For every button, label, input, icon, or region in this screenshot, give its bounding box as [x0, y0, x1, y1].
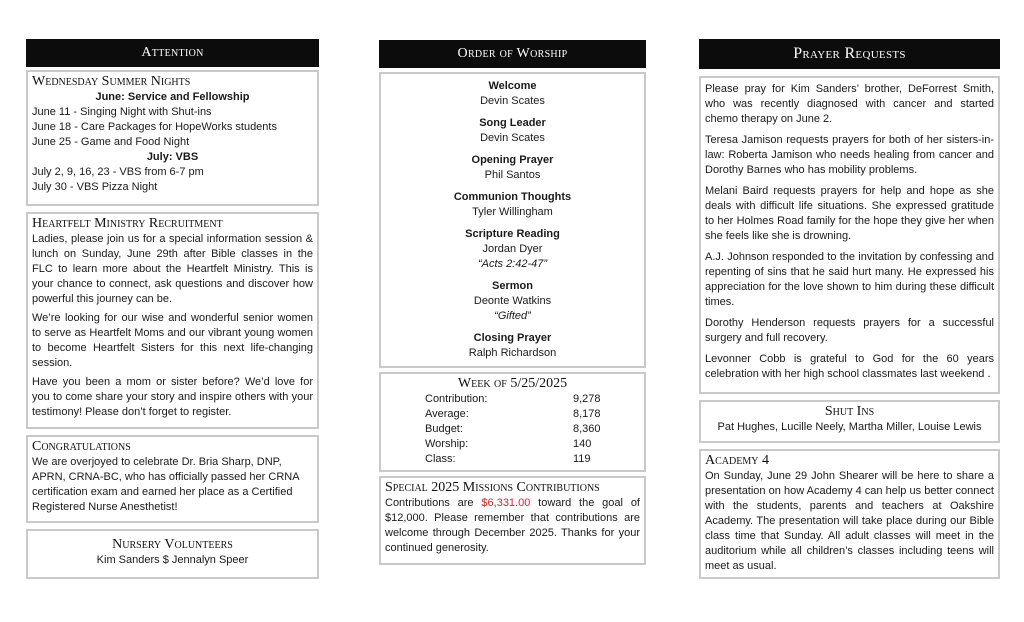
worship-item-person: Phil Santos	[484, 169, 541, 181]
heartfelt-section	[26, 212, 319, 429]
worship-item-label: Communion Thoughts	[453, 191, 572, 203]
shut-ins-names: Pat Hughes, Lucille Neely, Martha Miller, Louise Lewis	[717, 421, 982, 433]
week-stat-label: Budget:	[425, 423, 463, 435]
nursery-section	[26, 529, 319, 579]
worship-column	[379, 39, 646, 565]
congratulations-section	[26, 435, 319, 523]
prayer-header: Prayer Requests	[699, 39, 1000, 69]
worship-item-label: Scripture Reading	[465, 228, 560, 240]
prayer-column	[699, 39, 1000, 579]
worship-item-person: Deonte Watkins	[473, 295, 552, 307]
missions-text: Contributions are $6,331.00 toward the goal of $12,000. Please remember that contributions are welcome through December 2025. Thanks for your continued generosity.	[385, 497, 640, 554]
prayer-request: Dorothy Henderson requests prayers for a successful surgery and full recovery.	[705, 317, 994, 344]
week-stat-row	[385, 452, 640, 467]
week-stat-value: 8,360	[573, 423, 601, 435]
worship-item	[385, 190, 640, 220]
worship-item-person: Tyler Willingham	[472, 206, 553, 218]
heartfelt-paragraph: We’re looking for our wise and wonderful senior women to serve as Heartfelt Moms and our vibrant young women to become Heartfelt Sisters for this next life-changing session.	[32, 312, 313, 369]
prayer-request: Teresa Jamison requests prayers for both of her sisters-in-law: Roberta Jamison who needs healing from cancer and Dorothy Barnes who has mobility problems.	[705, 134, 994, 176]
july-heading: July: VBS	[146, 151, 199, 163]
summer-nights-title: Wednesday Summer Nights	[32, 74, 191, 89]
june-item: June 11 - Singing Night with Shut-ins	[32, 106, 212, 118]
week-stat-label: Contribution:	[425, 393, 488, 405]
attention-column	[26, 39, 319, 579]
heartfelt-title: Heartfelt Ministry Recruitment	[32, 216, 223, 231]
worship-item-person: Devin Scates	[480, 95, 545, 107]
heartfelt-paragraph: Have you been a mom or sister before? We’d love for you to come share your story and inspire others with your testimony! Please don’t forget to register.	[32, 376, 313, 418]
worship-item	[385, 116, 640, 146]
worship-item-note: “Acts 2:42-47”	[477, 258, 548, 270]
missions-title: Special 2025 Missions Contributions	[385, 480, 600, 495]
worship-item-note: “Gifted”	[494, 310, 531, 322]
missions-amount: $6,331.00	[481, 497, 531, 509]
week-stat-label: Worship:	[425, 438, 469, 450]
week-stat-label: Class:	[425, 453, 456, 465]
worship-item-person: Ralph Richardson	[468, 347, 557, 359]
congratulations-text: We are overjoyed to celebrate Dr. Bria Sharp, DNP, APRN, CRNA-BC, who has officially passed her CRNA certification exam and earned her place as a Certified Registered Nurse Anesthetist!	[32, 456, 299, 513]
attention-header: Attention	[26, 39, 319, 67]
worship-item	[385, 227, 640, 272]
worship-item	[385, 279, 640, 324]
week-stat-row	[385, 437, 640, 452]
worship-item-label: Closing Prayer	[473, 332, 552, 344]
worship-item-label: Song Leader	[479, 117, 546, 129]
july-item: July 30 - VBS Pizza Night	[32, 181, 158, 193]
worship-item	[385, 331, 640, 361]
shut-ins-section	[699, 400, 1000, 443]
worship-header: Order of Worship	[379, 40, 646, 68]
worship-item-label: Sermon	[492, 280, 533, 292]
june-heading: June: Service and Fellowship	[95, 91, 250, 103]
congratulations-title: Congratulations	[32, 439, 131, 454]
worship-item-person: Jordan Dyer	[482, 243, 543, 255]
nursery-title: Nursery Volunteers	[112, 537, 233, 552]
week-stat-value: 140	[573, 438, 592, 450]
prayer-request: Please pray for Kim Sanders’ brother, DeForrest Smith, who was recently diagnosed with cancer and started chemo therapy on June 2.	[705, 83, 994, 125]
nursery-names: Kim Sanders $ Jennalyn Speer	[96, 554, 249, 566]
week-stat-value: 119	[573, 453, 591, 465]
week-stat-label: Average:	[425, 408, 469, 420]
week-stat-row	[385, 407, 640, 422]
shut-ins-title: Shut Ins	[824, 404, 875, 419]
heartfelt-paragraph: Ladies, please join us for a special information session & lunch on Sunday, June 29th after Bible classes in the FLC to learn more about the Heartfelt Ministry. This is your chance to connect, ask questions and discover how powerful this journey can be.	[32, 233, 313, 305]
worship-item-label: Opening Prayer	[471, 154, 554, 166]
june-item: June 18 - Care Packages for HopeWorks students	[32, 121, 277, 133]
worship-item	[385, 79, 640, 109]
prayer-request: Melani Baird requests prayers for help and hope as she deals with difficult life situations. She expressed gratitude to her Holmes Road family for the hope they give her when she feels like she is drowning.	[705, 185, 994, 242]
week-stats-section	[379, 372, 646, 472]
worship-item	[385, 153, 640, 183]
summer-nights-section	[26, 70, 319, 206]
june-item: June 25 - Game and Food Night	[32, 136, 190, 148]
worship-item-person: Devin Scates	[480, 132, 545, 144]
academy-title: Academy 4	[705, 453, 769, 468]
week-stat-value: 8,178	[573, 408, 601, 420]
academy-section	[699, 449, 1000, 579]
week-stat-value: 9,278	[573, 393, 601, 405]
worship-item-label: Welcome	[488, 80, 537, 92]
academy-text: On Sunday, June 29 John Shearer will be here to share a presentation on how Academy 4 can help us better connect with the students, parents and teachers at Oakshire Academy. The presentation will take place during our Bible class time that Sunday. All adult classes will meet in the auditorium while all children’s classes including teens will meet as usual.	[705, 470, 994, 572]
prayer-requests-list	[699, 76, 1000, 394]
week-stat-row	[385, 392, 640, 407]
missions-section	[379, 476, 646, 565]
week-stat-row	[385, 422, 640, 437]
week-title: Week of 5/25/2025	[457, 376, 568, 391]
prayer-request: A.J. Johnson responded to the invitation by confessing and repenting of sins that he said hurt many. He expressed his appreciation for the love shown to him during these difficult times.	[705, 251, 994, 308]
order-of-worship-list	[379, 72, 646, 368]
prayer-request: Levonner Cobb is grateful to God for the 60 years celebration with her high school classmates last weekend .	[705, 353, 994, 380]
july-item: July 2, 9, 16, 23 - VBS from 6-7 pm	[32, 166, 204, 178]
